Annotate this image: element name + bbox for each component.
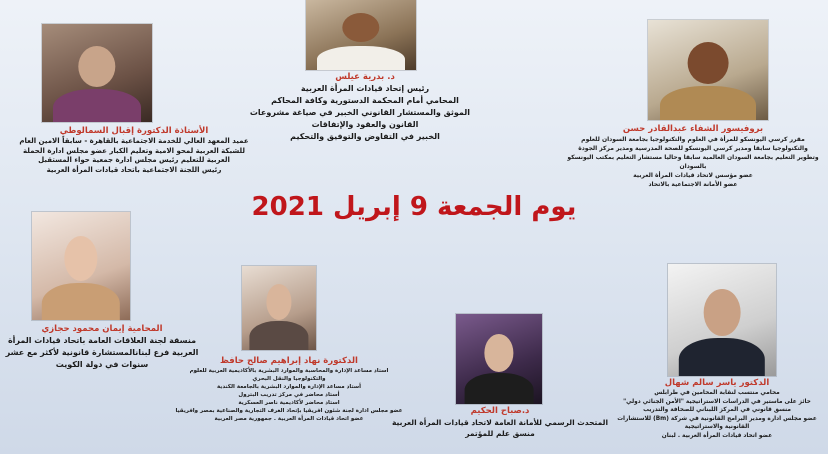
photo-yasser: [668, 264, 776, 376]
bio-line: أستاذ مساعد الإدارة والموارد البشرية بالجامعة الكندية: [216, 384, 362, 390]
bio-line: حائز على ماستير في الدراسات الاستراتيجية "الأمن الجنائي دولي": [623, 398, 811, 405]
bio-line: مقرر كرسي اليونسكو للمرأة في العلوم والتكنولوجيا بجامعة السودان للعلوم: [581, 136, 805, 143]
speaker-bio: [384, 417, 616, 439]
speaker-bio: [172, 367, 406, 423]
clothing-shape: [42, 283, 120, 320]
speaker-name: بروفيسور الشفاء عبدالقادر حسن: [622, 124, 764, 134]
bio-line: والتكنولوجيا والنقل البحري: [252, 376, 326, 382]
photo-badria: [306, 0, 416, 70]
speaker-name: الدكتور ياسر سالم شهال: [664, 378, 770, 388]
speaker-bio: [4, 335, 200, 371]
bio-line: للشبكة العربية لمحو الامية وتعليم الكبار عضو مجلس ادارة الحملة: [23, 146, 245, 155]
face-shape: [342, 13, 379, 42]
clothing-shape: [317, 46, 405, 70]
face-shape: [484, 334, 513, 372]
clothing-shape: [465, 373, 534, 404]
photo-sabah: [456, 314, 542, 404]
speaker-nihad: [172, 356, 406, 423]
speaker-yasser: [608, 378, 826, 440]
bio-line: عضو اتحاد قيادات المرأة العربية . لبنان: [661, 432, 773, 439]
speaker-bio: [608, 389, 826, 440]
speaker-bio: [566, 135, 820, 189]
speaker-eman: [4, 324, 200, 371]
bio-line: محامي منتسب لنقابة المحامين في طرابلس: [654, 390, 780, 396]
bio-line: رئيس إتحاد قيادات المرأة العربية: [300, 84, 430, 93]
bio-line: الموثق والمستشار القانوني الخبير في صياغة مشروعات: [249, 108, 470, 117]
speaker-name: د.صباح الحكيم: [470, 406, 530, 416]
face-shape: [688, 42, 729, 84]
bio-line: منسقة لجنة العلاقات العامة باتحاد قيادات المرأة: [7, 336, 197, 345]
bio-line: منسق قانوني في المركز اللبناني للصحافة والتدريب: [643, 407, 791, 413]
speaker-sabah: [384, 406, 616, 439]
clothing-shape: [53, 89, 141, 122]
event-date-headline: يوم الجمعة 9 إبريل 2021: [251, 192, 577, 222]
bio-line: العربية للتعليم رئيس مجلس ادارة جمعية حواء المستقبل: [38, 156, 230, 164]
bio-line: عضو مؤسس لاتحاد قيادات المرأة العربية: [633, 172, 753, 179]
speaker-name: المحامية إيمان محمود حجازي: [41, 324, 163, 334]
photo-nihad: [242, 266, 316, 350]
bio-line: المتحدث الرسمي للأمانة العامة لاتحاد قيادات المرأة العربية: [391, 418, 609, 427]
photo-iqbal: [42, 24, 152, 122]
bio-line: عضو مجلس ادارة ومدير البرامج القانونية في شركة (Bm) للاستشارات: [617, 415, 817, 422]
speaker-name: الأستاذة الدكتورة إقبال السمالوطي: [59, 126, 209, 136]
face-shape: [266, 284, 291, 319]
bio-line: المحامي أمام المحكمة الدستورية وكافة المحاكم: [271, 96, 459, 105]
face-shape: [704, 289, 741, 336]
bio-line: بالسودان: [679, 163, 707, 170]
face-shape: [78, 46, 115, 87]
bio-line: عضو مجلس ادارة لجنة شئون افريقيا بإتحاد الغرف التجارية والصناعية بمصر وافريقيا: [175, 408, 403, 414]
clothing-shape: [679, 338, 765, 376]
bio-line: عميد المعهد العالي للخدمة الاجتماعية بالقاهرة - سابقاً الامين العام: [19, 137, 249, 145]
clothing-shape: [660, 86, 756, 120]
bio-line: وتطوير التعليم بجامعة السودان العالمية سابقا وحاليا مستشار التعليم بمكتب اليونسكو: [567, 154, 819, 161]
speaker-bio: [249, 83, 470, 143]
bio-line: سنوات في دولة الكويت: [55, 360, 149, 369]
face-shape: [64, 236, 97, 281]
bio-line: العربية فرع لبنانالمستشارة قانونية لأكثر مع عشر: [5, 348, 199, 357]
bio-line: منسق علم للمؤتمر: [465, 429, 535, 438]
bio-line: استاذ محاضر لأكاديمية ناصر العسكرية: [238, 400, 340, 406]
photo-shifaa: [648, 20, 768, 120]
speaker-iqbal: [14, 126, 254, 175]
bio-line: القانون والعقود والإتفاقات: [311, 120, 419, 129]
bio-line: والتكنولوجيا سابقا ومدير كرسي اليونسكو للصحة المدرسية ومدير مركز الجودة: [578, 145, 808, 152]
speaker-name: د. بدرية عيلس: [335, 72, 395, 82]
bio-line: عضو الأمانة الاجتماعية بالاتحاد: [648, 181, 738, 188]
bio-line: أستاذ محاضر في مركز تدريب البترول: [238, 392, 340, 398]
speaker-name: الدكتورة نهاد إبراهيم صالح حافظ: [220, 356, 358, 366]
speaker-badria: [249, 72, 470, 143]
speaker-bio: [14, 137, 254, 175]
bio-line: استاذ مساعد الإدارة والمحاسبة والموارد البشرية بالأكاديمية العربية للعلوم: [189, 368, 389, 374]
bio-line: رئيس اللجنة الاجتماعية باتحاد قيادات المرأة العربية: [46, 165, 222, 174]
bio-line: عضو اتحاد قيادات المرأة العربية . جمهورية مصر العربية: [214, 416, 364, 422]
speaker-shifaa: [566, 124, 820, 189]
photo-eman: [32, 212, 130, 320]
bio-line: الخبير في التفاوض والتوفيق والتحكيم: [290, 132, 440, 141]
clothing-shape: [249, 321, 308, 350]
bio-line: القانونية والاستراتيجية: [684, 424, 750, 430]
